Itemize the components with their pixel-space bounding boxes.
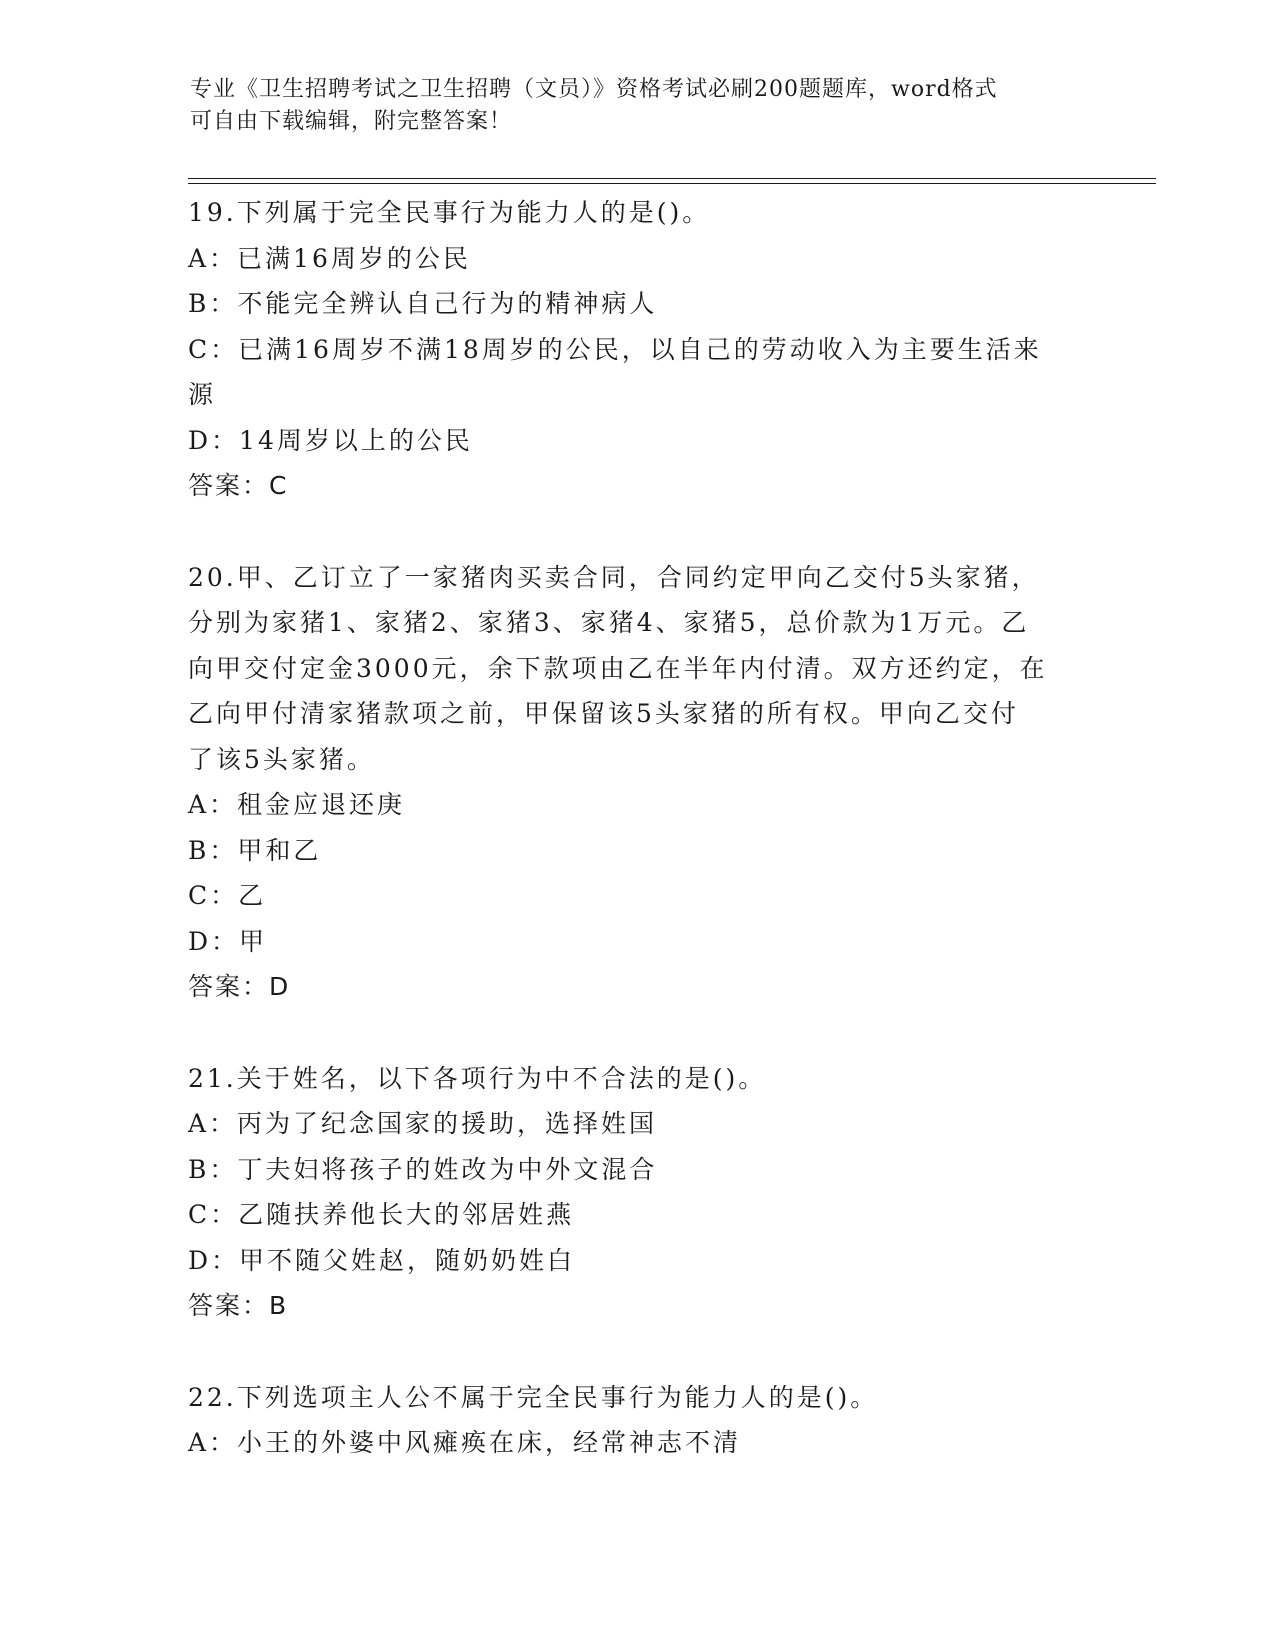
answer-option: D：甲不随父姓赵，随奶奶姓白 (188, 1245, 576, 1275)
question-spacer (188, 509, 1088, 555)
question-stem-line: 分别为家猪1、家猪2、家猪3、家猪4、家猪5，总价款为1万元。乙 (188, 608, 1030, 637)
question-stem-line: 向甲交付定金3000元，余下款项由乙在半年内付清。双方还约定，在 (188, 653, 1048, 683)
answer-option: A：小王的外婆中风瘫痪在床，经常神志不清 (188, 1428, 742, 1457)
answer-option: A：租金应退还庚 (188, 790, 406, 819)
question-stem-line: 20.甲、乙订立了一家猪肉买卖合同，合同约定甲向乙交付5头家猪， (188, 562, 1040, 592)
header-title-line-1: 专业《卫生招聘考试之卫生招聘（文员）》资格考试必刷200题题库，word格式 (190, 77, 998, 102)
question-stem-line: 22.下列选项主人公不属于完全民事行为能力人的是()。 (188, 1382, 879, 1412)
question-block (188, 1056, 1088, 1329)
answer-key: 答案：D (188, 972, 291, 1001)
answer-option: A：丙为了纪念国家的援助，选择姓国 (188, 1109, 658, 1138)
answer-option: C：乙随扶养他长大的邻居姓燕 (188, 1200, 575, 1229)
answer-option: B：丁夫妇将孩子的姓改为中外文混合 (188, 1154, 658, 1184)
question-list (188, 190, 1088, 1466)
document-header (190, 74, 1090, 138)
answer-option: D：甲 (188, 926, 268, 956)
question-block (188, 190, 1088, 509)
header-divider-bottom (188, 183, 1156, 184)
answer-option: B：不能完全辨认自己行为的精神病人 (188, 289, 658, 318)
question-stem-line: 21.关于姓名，以下各项行为中不合法的是()。 (188, 1063, 767, 1093)
answer-key: 答案：B (188, 1291, 289, 1320)
answer-option: D：14周岁以上的公民 (188, 425, 473, 455)
header-divider-top (188, 178, 1156, 179)
question-stem-line: 了该5头家猪。 (188, 744, 375, 774)
question-block (188, 555, 1088, 1010)
answer-key: 答案：C (188, 471, 289, 500)
question-stem-line: 19.下列属于完全民事行为能力人的是()。 (188, 198, 711, 227)
question-spacer (188, 1329, 1088, 1375)
question-block (188, 1375, 1088, 1466)
header-title-line-2: 可自由下载编辑，附完整答案！ (190, 109, 513, 134)
question-spacer (188, 1010, 1088, 1056)
answer-option: C：乙 (188, 881, 267, 910)
answer-option: C：已满16周岁不满18周岁的公民，以自己的劳动收入为主要生活来 (188, 334, 1042, 364)
answer-option: A：已满16周岁的公民 (188, 243, 471, 273)
answer-option: B：甲和乙 (188, 835, 322, 865)
question-stem-line: 乙向甲付清家猪款项之前，甲保留该5头家猪的所有权。甲向乙交付 (188, 699, 1019, 728)
answer-option: 源 (188, 380, 217, 409)
